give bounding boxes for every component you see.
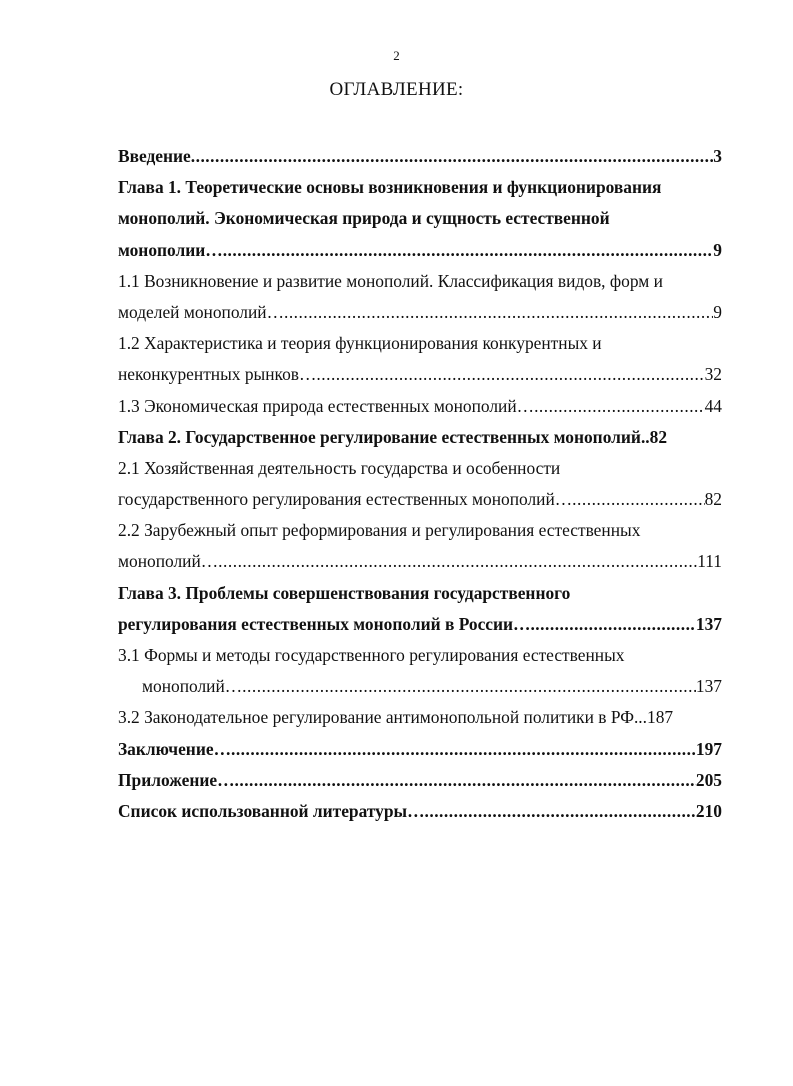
toc-entry-title: монополий… xyxy=(118,551,219,572)
toc-entry-title: монополий… xyxy=(142,676,243,697)
toc-entry-title: Приложение… xyxy=(118,769,235,790)
toc-entry-title: Заключение… xyxy=(118,738,231,759)
toc-entry-page: 9 xyxy=(713,239,722,260)
toc-entry-chapter-2 xyxy=(118,422,722,453)
toc-entry-page: 82 xyxy=(649,426,668,447)
toc-entry-chapter-1-line-2: монополий. Экономическая природа и сущность естественной xyxy=(118,208,610,229)
dot-leader xyxy=(284,297,713,328)
toc-entry-chapter-3 xyxy=(118,609,722,640)
dot-leader xyxy=(572,484,704,515)
toc-entry-page: 137 xyxy=(695,613,722,634)
toc-entry-page: 205 xyxy=(695,769,722,790)
dot-leader xyxy=(223,235,714,266)
toc-entry-2-2 xyxy=(118,546,722,577)
toc-entry-bibliography xyxy=(118,796,722,827)
dot-leader xyxy=(235,765,696,796)
toc-entry-page: 9 xyxy=(713,301,722,322)
toc-entry-title: монополии… xyxy=(118,239,223,260)
toc-entry-title: моделей монополий… xyxy=(118,301,284,322)
toc-entry-title: государственного регулирования естественных монополий… xyxy=(118,489,573,510)
toc-entry-page: 44 xyxy=(704,395,722,416)
page-title: ОГЛАВЛЕНИЕ: xyxy=(329,79,464,100)
toc-entry-3-1-line-1: 3.1 Формы и методы государственного регулирования естественных xyxy=(118,645,625,665)
dot-leader xyxy=(242,671,696,702)
toc-entry-intro xyxy=(118,141,722,172)
toc-entry-page: 32 xyxy=(704,364,722,385)
dot-leader xyxy=(191,141,714,172)
toc-entry-title: 3.2 Законодательное регулирование антимонопольной политики в РФ... xyxy=(118,707,647,728)
dot-leader xyxy=(316,359,704,390)
dot-leader xyxy=(218,546,697,577)
toc-entry-title: Список использованной литературы… xyxy=(118,800,425,821)
toc-entry-title: Введение xyxy=(118,146,191,166)
toc-entry-conclusion xyxy=(118,734,722,765)
toc-entry-page: 210 xyxy=(695,800,722,821)
toc-entry-1-2 xyxy=(118,359,722,390)
toc-entry-title: 1.3 Экономическая природа естественных монополий… xyxy=(118,395,535,416)
toc-entry-title: неконкурентных рынков… xyxy=(118,364,317,385)
toc-entry-1-1-line-1: 1.1 Возникновение и развитие монополий. Классификация видов, форм и xyxy=(118,270,663,291)
toc-entry-title: Глава 2. Государственное регулирование естественных монополий.. xyxy=(118,426,650,447)
dot-leader xyxy=(534,391,705,422)
dot-leader xyxy=(530,609,695,640)
toc-entry-chapter-1 xyxy=(118,235,722,266)
toc-entry-2-1-line-1: 2.1 Хозяйственная деятельность государства и особенности xyxy=(118,457,561,478)
page-number: 2 xyxy=(393,48,400,63)
toc-entry-1-1 xyxy=(118,297,722,328)
toc-entry-2-2-line-1: 2.2 Зарубежный опыт реформирования и регулирования естественных xyxy=(118,520,641,541)
dot-leader xyxy=(425,796,696,827)
toc-entry-page: 82 xyxy=(704,489,722,510)
toc-entry-page: 3 xyxy=(713,146,722,166)
toc-entry-3-1 xyxy=(118,671,722,702)
toc-entry-appendix xyxy=(118,765,722,796)
toc-entry-page: 187 xyxy=(647,707,674,728)
toc-entry-chapter-1-line-1: Глава 1. Теоретические основы возникновения и функционирования xyxy=(118,177,662,198)
toc-entry-1-2-line-1: 1.2 Характеристика и теория функционирования конкурентных и xyxy=(118,333,602,354)
toc-entry-page: 137 xyxy=(695,676,722,697)
toc-entry-title: регулирования естественных монополий в России… xyxy=(118,613,531,634)
table-of-contents xyxy=(118,141,722,827)
toc-entry-page: 197 xyxy=(695,738,722,759)
toc-entry-3-2 xyxy=(118,702,722,733)
toc-entry-1-3 xyxy=(118,391,722,422)
toc-entry-2-1 xyxy=(118,484,722,515)
dot-leader xyxy=(231,734,696,765)
toc-entry-page: 111 xyxy=(697,551,722,572)
toc-entry-chapter-3-line-1: Глава 3. Проблемы совершенствования государственного xyxy=(118,582,571,603)
